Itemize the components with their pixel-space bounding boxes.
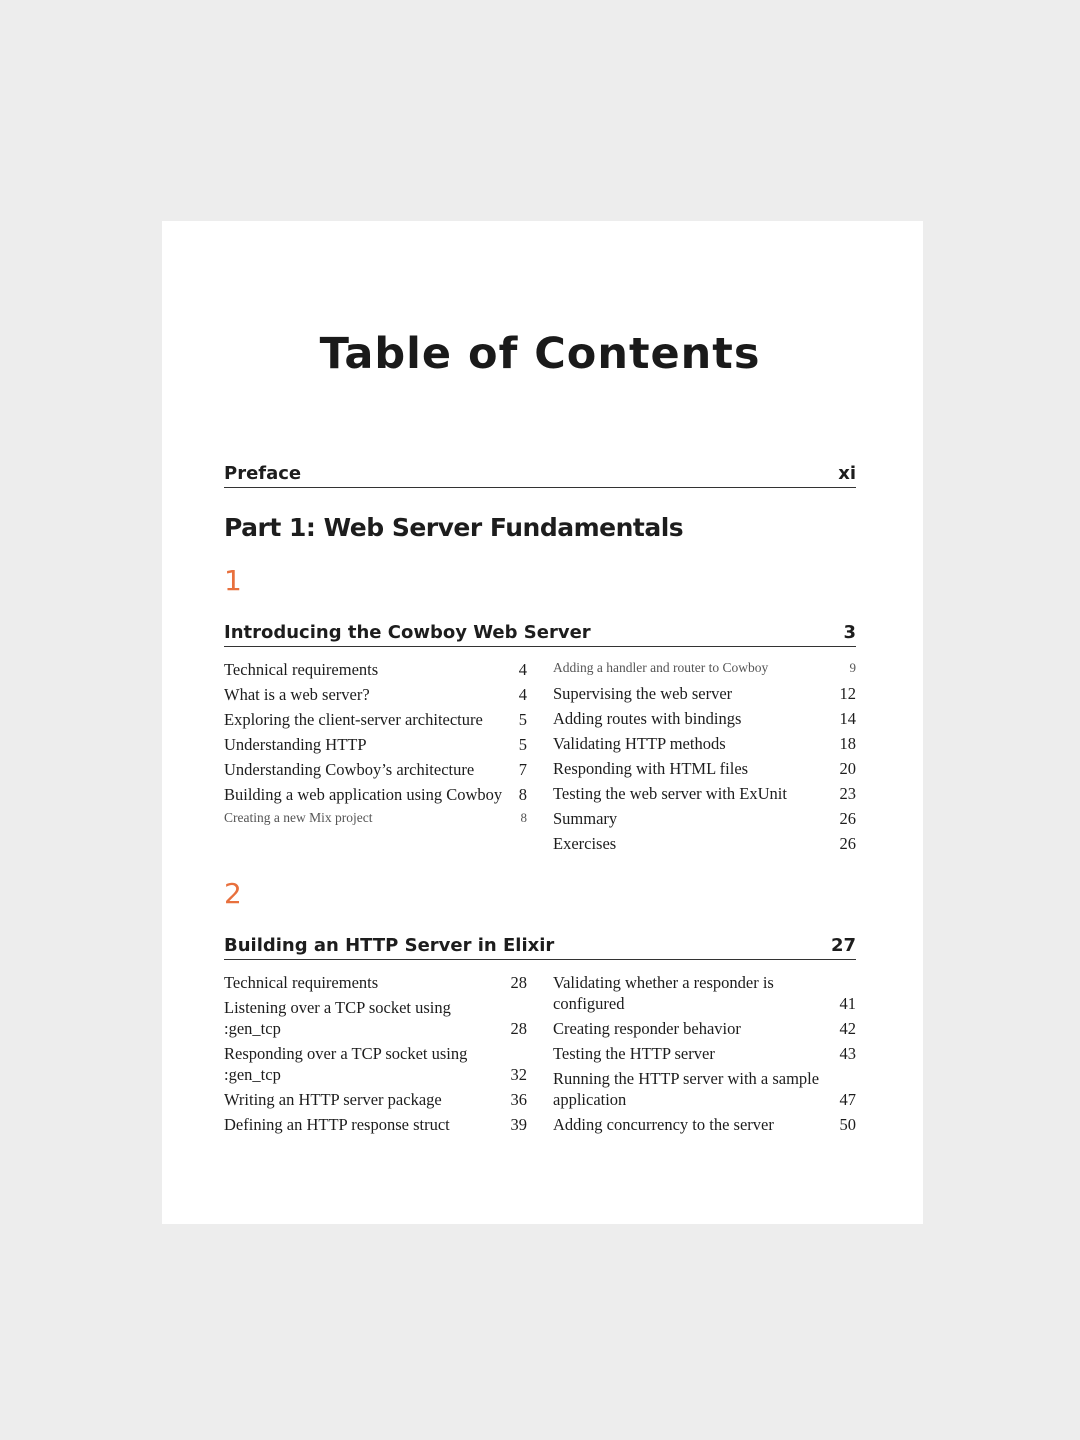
toc-entry[interactable] <box>224 659 527 680</box>
chapter-title: Introducing the Cowboy Web Server <box>224 622 591 643</box>
entry-page: 36 <box>510 1090 527 1109</box>
toc-entry[interactable] <box>224 759 527 780</box>
entries-right-column <box>553 659 856 858</box>
entry-page: 26 <box>839 809 856 828</box>
entry-page: 12 <box>839 684 856 703</box>
entry-title: Adding routes with bindings <box>553 709 742 728</box>
toc-entry[interactable] <box>224 972 527 993</box>
entry-title: Validating whether a responder is configured <box>553 973 774 1013</box>
preface-page: xi <box>838 463 856 484</box>
entry-title: Defining an HTTP response struct <box>224 1115 450 1134</box>
toc-entry[interactable] <box>553 1114 856 1135</box>
toc-entry[interactable] <box>224 734 527 755</box>
entry-title: Adding a handler and router to Cowboy <box>553 660 769 675</box>
entry-title: Supervising the web server <box>553 684 733 703</box>
entry-title: Validating HTTP methods <box>553 734 726 753</box>
toc-entry[interactable] <box>553 1068 856 1110</box>
entry-title: Running the HTTP server with a sample application <box>553 1069 820 1109</box>
toc-entry[interactable] <box>553 1018 856 1039</box>
entry-page: 8 <box>518 785 527 804</box>
entry-page: 20 <box>839 759 856 778</box>
toc-entry[interactable] <box>224 684 527 705</box>
entry-title: Listening over a TCP socket using :gen_tcp <box>224 998 451 1038</box>
entry-page: 39 <box>510 1115 527 1134</box>
entry-page: 28 <box>510 973 527 992</box>
toc-entry[interactable] <box>224 1043 527 1085</box>
entry-title: Responding with HTML files <box>553 759 749 778</box>
entry-page: 32 <box>510 1065 527 1084</box>
entry-title: Writing an HTTP server package <box>224 1090 442 1109</box>
entry-title: Exercises <box>553 834 617 853</box>
toc-entry[interactable] <box>553 972 856 1014</box>
entry-page: 9 <box>849 660 856 675</box>
entry-title: Responding over a TCP socket using :gen_tcp <box>224 1044 468 1084</box>
entry-page: 4 <box>518 660 527 679</box>
toc-entry[interactable] <box>553 1043 856 1064</box>
entry-title: Building a web application using Cowboy <box>224 785 503 804</box>
entry-page: 47 <box>839 1090 856 1109</box>
chapter-page: 27 <box>830 935 856 956</box>
entries-left-column <box>224 972 527 1139</box>
entry-title: Understanding Cowboy’s architecture <box>224 760 475 779</box>
chapter-heading[interactable] <box>224 935 856 960</box>
chapter-title: Building an HTTP Server in Elixir <box>224 935 555 956</box>
toc-entry[interactable] <box>553 708 856 729</box>
entry-page: 28 <box>510 1019 527 1038</box>
part-title: Part 1: Web Server Fundamentals <box>224 513 684 542</box>
entry-title: Testing the HTTP server <box>553 1044 715 1063</box>
entry-page: 4 <box>518 685 527 704</box>
entry-page: 26 <box>839 834 856 853</box>
entry-title: Technical requirements <box>224 660 379 679</box>
toc-entry[interactable] <box>553 833 856 854</box>
entry-page: 14 <box>839 709 856 728</box>
toc-entry[interactable] <box>553 683 856 704</box>
entry-page: 8 <box>520 810 527 825</box>
entry-title: Summary <box>553 809 618 828</box>
chapter-page: 3 <box>843 622 856 643</box>
chapter-entries <box>224 659 856 858</box>
toc-entry[interactable] <box>553 758 856 779</box>
entry-title: Technical requirements <box>224 973 379 992</box>
preface-label: Preface <box>224 463 302 484</box>
entry-page: 7 <box>518 760 527 779</box>
entry-title: Creating responder behavior <box>553 1019 741 1038</box>
toc-preface-row[interactable] <box>224 463 856 488</box>
entry-title: Adding concurrency to the server <box>553 1115 774 1134</box>
entries-left-column <box>224 659 527 858</box>
toc-entry[interactable] <box>224 709 527 730</box>
entry-page: 41 <box>839 994 856 1013</box>
chapter-heading[interactable] <box>224 622 856 647</box>
entry-page: 18 <box>839 734 856 753</box>
entry-page: 43 <box>839 1044 856 1063</box>
chapter-number: 2 <box>224 877 242 910</box>
toc-entry[interactable] <box>224 1114 527 1135</box>
entry-title: Testing the web server with ExUnit <box>553 784 787 803</box>
entry-page: 50 <box>839 1115 856 1134</box>
entry-title: Exploring the client-server architecture <box>224 710 483 729</box>
entry-page: 23 <box>839 784 856 803</box>
entry-page: 5 <box>518 735 527 754</box>
toc-entry[interactable] <box>224 1089 527 1110</box>
toc-entry[interactable] <box>224 784 527 805</box>
page-title: Table of Contents <box>319 329 761 379</box>
toc-subentry[interactable] <box>224 809 527 827</box>
toc-entry[interactable] <box>553 733 856 754</box>
toc-entry[interactable] <box>553 808 856 829</box>
entry-title: Creating a new Mix project <box>224 810 373 825</box>
toc-entry[interactable] <box>553 783 856 804</box>
entry-title: What is a web server? <box>224 685 370 704</box>
entries-right-column <box>553 972 856 1139</box>
toc-subentry[interactable] <box>553 659 856 677</box>
chapter-entries <box>224 972 856 1139</box>
entry-page: 5 <box>518 710 527 729</box>
entry-title: Understanding HTTP <box>224 735 367 754</box>
toc-entry[interactable] <box>224 997 527 1039</box>
entry-page: 42 <box>839 1019 856 1038</box>
book-page <box>162 221 923 1224</box>
chapter-number: 1 <box>224 564 242 597</box>
